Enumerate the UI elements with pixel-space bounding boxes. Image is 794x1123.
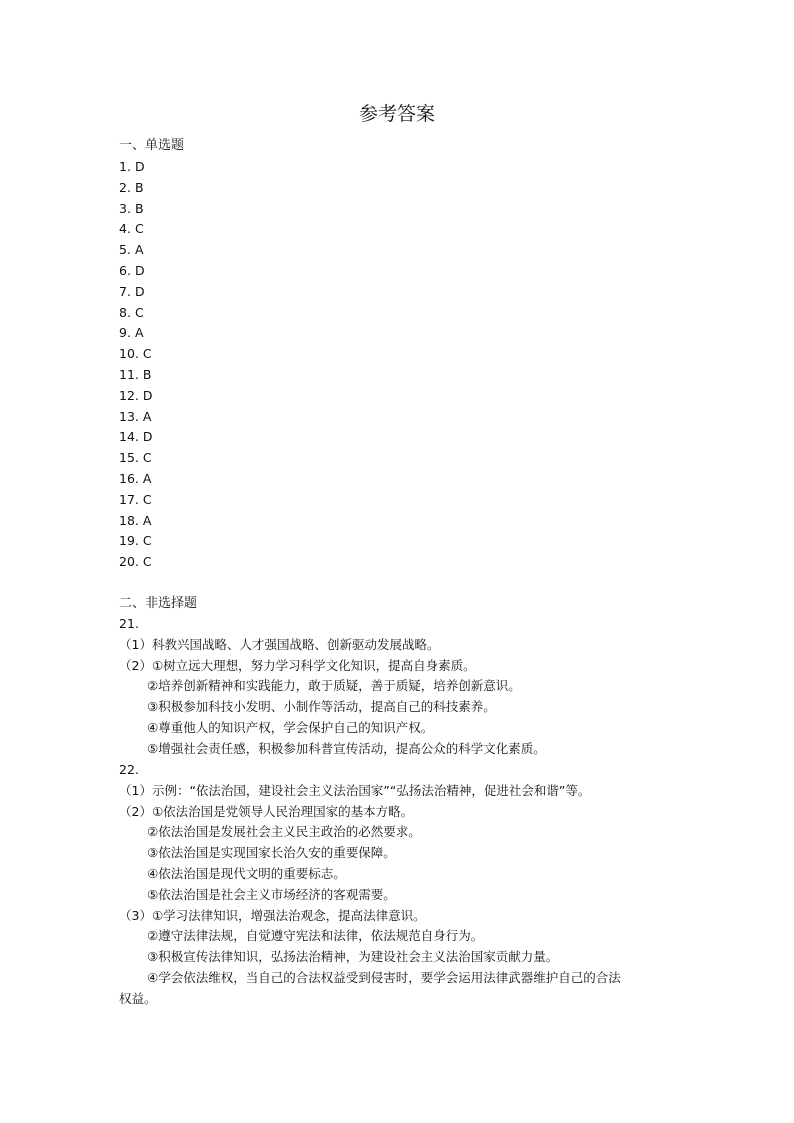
answer-item: [119, 261, 153, 282]
answer-part-3-point-1: （3）①学习法律知识，增强法治观念，提高法律意识。: [119, 907, 426, 923]
answer-part-1: （1）示例：“依法治国，建设社会主义法治国家”“弘扬法治精神，促进社会和谐”等。: [119, 782, 591, 798]
answer-number: 10.: [119, 346, 139, 362]
answer-item: [119, 448, 153, 469]
answer-letter: C: [142, 491, 152, 507]
answer-part-2-point-5: ⑤增强社会责任感，积极参加科普宣传活动，提高公众的科学文化素质。: [147, 740, 546, 756]
answer-number: 5.: [119, 242, 131, 258]
answer-number: 3.: [119, 200, 131, 216]
answer-number: 8.: [119, 304, 131, 320]
answer-item: [119, 552, 153, 573]
answer-letter: A: [134, 325, 144, 341]
answer-letter: C: [134, 221, 144, 237]
answer-letter: D: [134, 283, 145, 299]
answer-number: 1.: [119, 159, 131, 174]
answer-part-2-point-4: ④尊重他人的知识产权，学会保护自己的知识产权。: [147, 719, 434, 735]
answer-letter: D: [134, 159, 145, 174]
answer-part-3-point-2: ②遵守法律法规，自觉遵守宪法和法律，依法规范自身行为。: [147, 928, 484, 944]
question-21-answer: [119, 614, 689, 760]
answer-number: 2.: [119, 179, 131, 195]
answer-part-2-point-3: ③依法治国是实现国家长治久安的重要保障。: [147, 845, 396, 861]
answer-item: [119, 365, 153, 386]
answer-number: 16.: [119, 470, 139, 486]
answer-part-3-point-4-continued: 权益。: [119, 990, 157, 1006]
answer-item: [119, 531, 153, 552]
answer-letter: C: [142, 533, 152, 549]
answer-number: 14.: [119, 429, 139, 445]
answer-part-2-point-4: ④依法治国是现代文明的重要标志。: [147, 865, 346, 881]
answer-letter: A: [142, 408, 152, 424]
answer-letter: C: [142, 346, 152, 362]
question-number: 21.: [119, 616, 139, 631]
answer-item: [119, 511, 153, 532]
question-number: 22.: [119, 762, 139, 777]
answer-number: 18.: [119, 512, 139, 528]
answer-part-2-point-2: ②培养创新精神和实践能力，敢于质疑，善于质疑，培养创新意识。: [147, 678, 521, 694]
answer-number: 9.: [119, 325, 131, 341]
answer-letter: C: [142, 554, 152, 570]
answer-item: [119, 178, 153, 199]
answer-number: 19.: [119, 533, 139, 549]
answer-item: [119, 427, 153, 448]
answer-number: 11.: [119, 366, 139, 382]
answer-number: 17.: [119, 491, 139, 507]
answer-part-2-point-3: ③积极参加科技小发明、小制作等活动，提高自己的科技素养。: [147, 699, 496, 715]
answer-letter: C: [142, 450, 152, 466]
answer-part-2-point-2: ②依法治国是发展社会主义民主政治的必然要求。: [147, 824, 421, 840]
answer-item: [119, 386, 153, 407]
answer-item: [119, 344, 153, 365]
answer-number: 7.: [119, 283, 131, 299]
answer-number: 20.: [119, 554, 139, 570]
answer-item: [119, 407, 153, 428]
answer-item: [119, 240, 153, 261]
answer-item: [119, 323, 153, 344]
section-heading-single-choice: 一、单选题: [119, 138, 185, 153]
answer-letter: B: [134, 179, 144, 195]
answer-letter: B: [142, 366, 152, 382]
answer-part-2-point-5: ⑤依法治国是社会主义市场经济的客观需要。: [147, 886, 396, 902]
answer-item: [119, 282, 153, 303]
answer-part-2-point-1: （2）①依法治国是党领导人民治理国家的基本方略。: [119, 803, 414, 819]
answer-number: 6.: [119, 262, 131, 278]
answer-item: [119, 490, 153, 511]
answer-part-3-point-3: ③积极宣传法律知识，弘扬法治精神，为建设社会主义法治国家贡献力量。: [147, 949, 559, 965]
answer-number: 4.: [119, 221, 131, 237]
answer-item: [119, 199, 153, 220]
answer-letter: D: [134, 262, 145, 278]
answer-letter: D: [142, 387, 153, 403]
section-heading-non-choice: 二、非选择题: [119, 596, 198, 611]
answer-number: 12.: [119, 387, 139, 403]
question-22-answer: [119, 760, 689, 1010]
answer-part-3-point-4: ④学会依法维权，当自己的合法权益受到侵害时，要学会运用法律武器维护自己的合法: [147, 969, 621, 985]
answer-item: [119, 469, 153, 490]
answer-letter: C: [134, 304, 144, 320]
answer-item: [119, 157, 153, 178]
answer-item: [119, 219, 153, 240]
answer-letter: B: [134, 200, 144, 216]
answer-number: 15.: [119, 450, 139, 466]
page-title: 参考答案: [358, 103, 435, 125]
answer-part-1: （1）科教兴国战略、人才强国战略、创新驱动发展战略。: [119, 636, 440, 652]
answer-letter: A: [134, 242, 144, 258]
answer-number: 13.: [119, 408, 139, 424]
answer-part-2-point-1: （2）①树立远大理想，努力学习科学文化知识，提高自身素质。: [119, 657, 476, 673]
answer-item: [119, 303, 153, 324]
answer-letter: A: [142, 470, 152, 486]
single-choice-answer-list: [119, 157, 153, 573]
answer-letter: A: [142, 512, 152, 528]
answer-letter: D: [142, 429, 153, 445]
